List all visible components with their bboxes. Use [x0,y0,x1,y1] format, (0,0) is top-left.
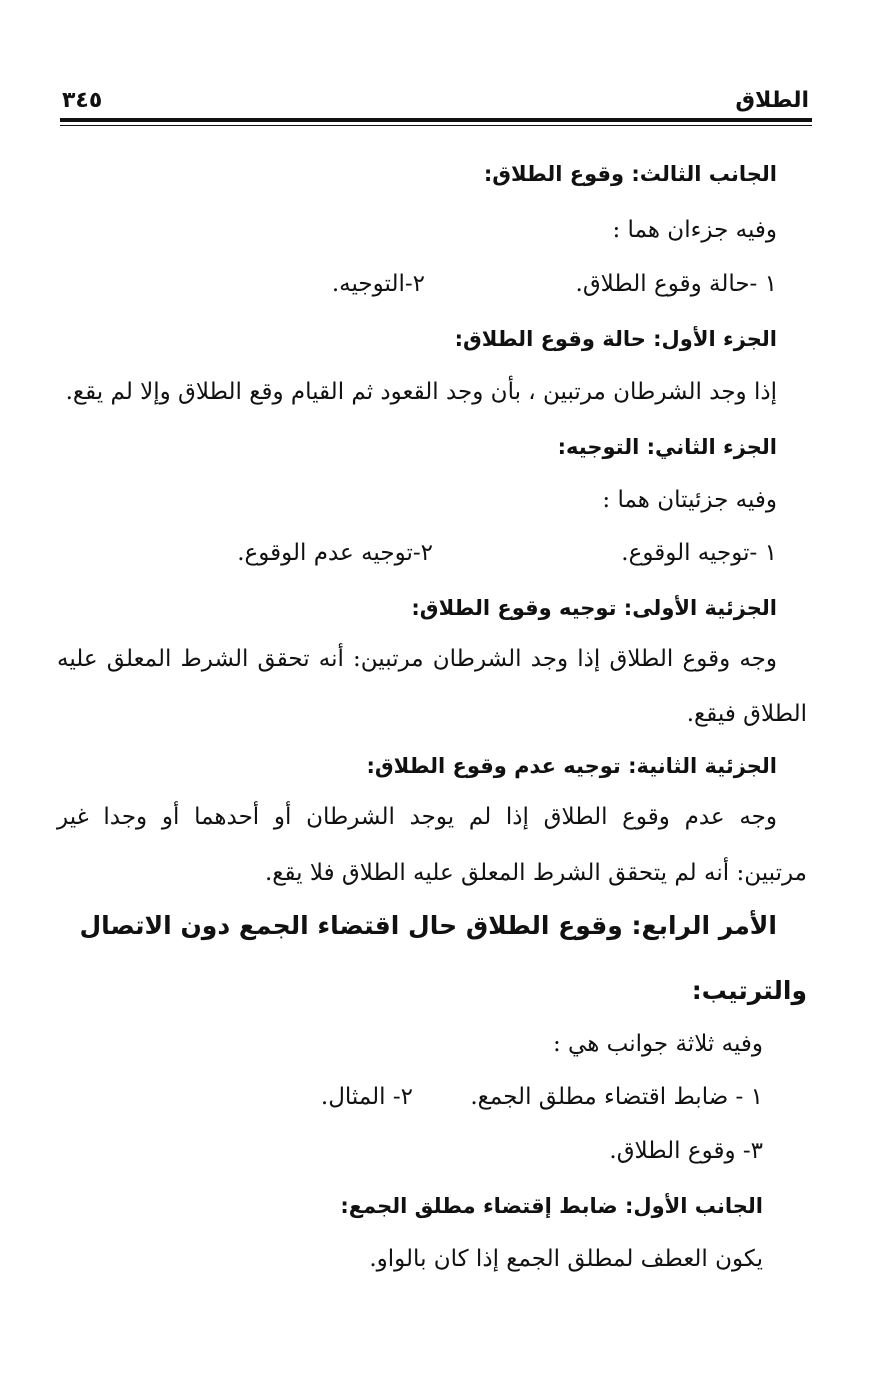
paragraph-line: إذا وجد الشرطان مرتبين ، بأن وجد القعود ثم القيام وقع الطلاق وإلا لم يقع. [65,379,777,405]
list-item: ٢-التوجيه. [331,271,425,297]
subsection-heading: الجزئية الثانية: توجيه عدم وقوع الطلاق: [366,754,777,778]
paragraph-line: وجه عدم وقوع الطلاق إذا لم يوجد الشرطان أو أحدهما أو وجدا غير [57,804,777,830]
subsection-heading: الجزء الأول: حالة وقوع الطلاق: [454,327,777,351]
paragraph-line: وفيه جزئيتان هما : [602,487,777,513]
major-heading: والترتيب: [691,976,807,1005]
list-item: ٣- وقوع الطلاق. [609,1138,763,1164]
paragraph-line: وفيه ثلاثة جوانب هي : [553,1031,763,1057]
subsection-heading: الجزئية الأولى: توجيه وقوع الطلاق: [411,596,777,620]
paragraph-line: وجه وقوع الطلاق إذا وجد الشرطان مرتبين: أنه تحقق الشرط المعلق عليه [57,646,777,672]
paragraph-line: مرتبين: أنه لم يتحقق الشرط المعلق عليه الطلاق فلا يقع. [264,860,807,886]
subsection-heading: الجزء الثاني: التوجيه: [557,435,777,459]
list-item: ١ -توجيه الوقوع. [621,540,777,566]
list-item: ٢-توجيه عدم الوقوع. [237,540,433,566]
page-number: ٣٤٥ [62,88,103,113]
header-rule-thin [60,125,812,126]
running-header-title: الطلاق [735,88,809,113]
major-heading: الأمر الرابع: وقوع الطلاق حال اقتضاء الجمع دون الاتصال [79,911,777,940]
section-heading: الجانب الثالث: وقوع الطلاق: [483,162,777,186]
list-item: ١ -حالة وقوع الطلاق. [575,271,777,297]
header-rule-thick [60,118,812,122]
paragraph-line: وفيه جزءان هما : [612,217,777,243]
section-heading: الجانب الأول: ضابط إقتضاء مطلق الجمع: [340,1194,763,1218]
list-item: ٢- المثال. [320,1084,413,1110]
list-item: ١ - ضابط اقتضاء مطلق الجمع. [470,1084,763,1110]
paragraph-line: يكون العطف لمطلق الجمع إذا كان بالواو. [369,1246,763,1272]
paragraph-line: الطلاق فيقع. [686,701,807,727]
